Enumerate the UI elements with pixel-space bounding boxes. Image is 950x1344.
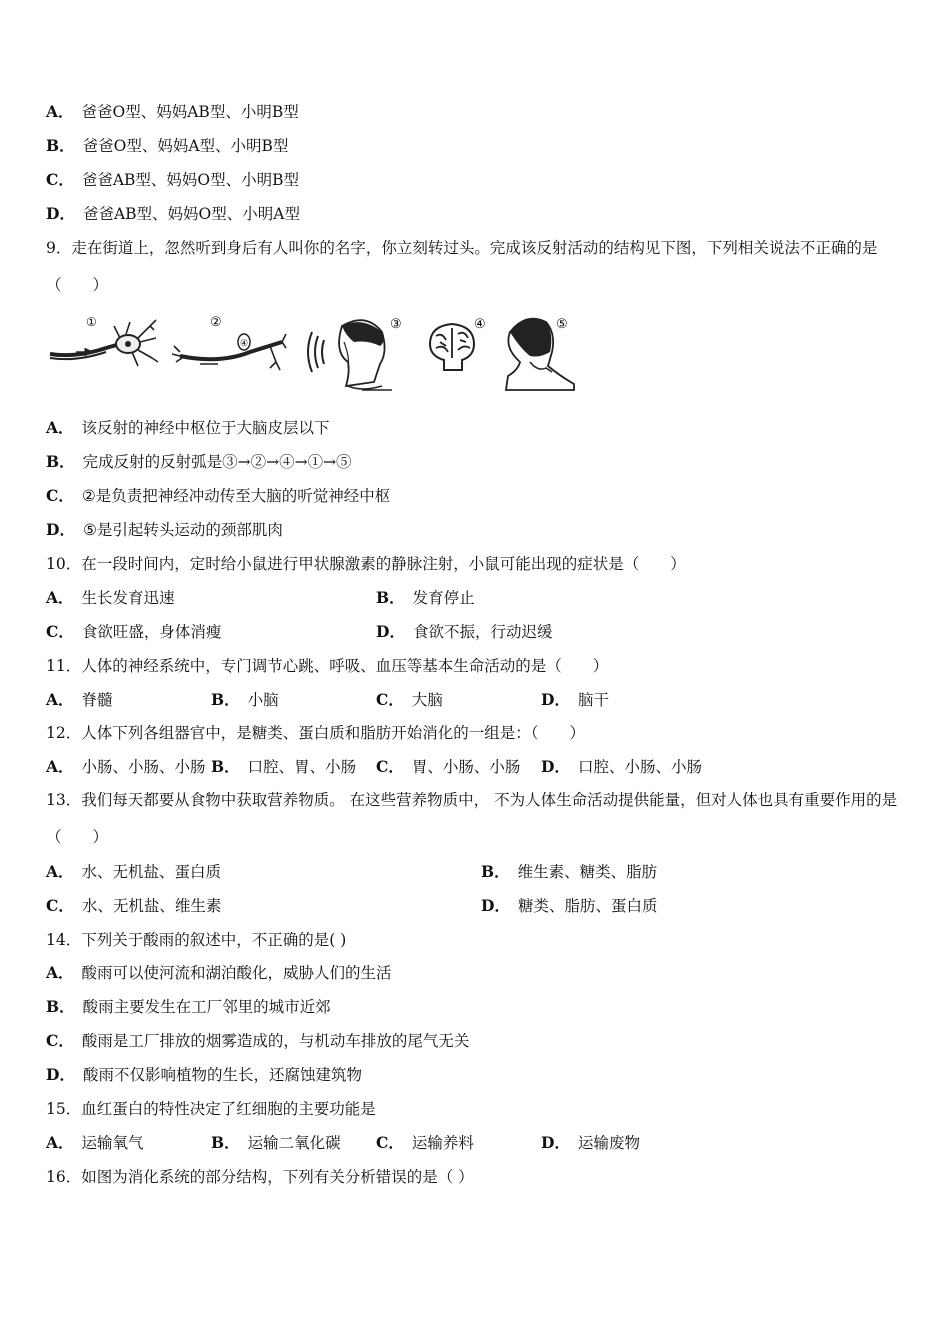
option-text: 脑干 bbox=[577, 691, 609, 709]
label-5: ⑤ bbox=[556, 317, 568, 332]
q14-option-a bbox=[46, 962, 392, 984]
option-text: 生长发育迅速 bbox=[81, 589, 175, 607]
q14-option-c bbox=[46, 1030, 469, 1052]
option-letter: D． bbox=[46, 520, 75, 539]
option-text: 食欲旺盛，身体消瘦 bbox=[81, 623, 222, 641]
label-4-inner: ④ bbox=[240, 339, 249, 349]
option-letter: A． bbox=[46, 862, 74, 881]
q10-option-d bbox=[376, 621, 552, 643]
q15-option-b bbox=[211, 1132, 341, 1154]
option-letter: A． bbox=[46, 757, 74, 776]
q8-option-b bbox=[46, 135, 288, 157]
option-text: 食欲不振，行动迟缓 bbox=[412, 623, 553, 641]
option-letter: D． bbox=[541, 757, 570, 776]
q9-stem: 9．走在街道上，忽然听到身后有人叫你的名字，你立刻转过头。完成该反射活动的结构见下图，下列相关说法不正确的是（ ） bbox=[46, 239, 878, 294]
option-text: 运输废物 bbox=[577, 1134, 640, 1152]
option-text: 运输氧气 bbox=[81, 1134, 144, 1152]
option-text: ②是负责把神经冲动传至大脑的听觉神经中枢 bbox=[81, 487, 391, 505]
option-letter: B． bbox=[46, 136, 75, 155]
q11-option-d bbox=[541, 689, 609, 711]
option-letter: A． bbox=[46, 1133, 74, 1152]
option-letter: B． bbox=[211, 690, 240, 709]
q9-option-b bbox=[46, 451, 352, 473]
q10-option-b bbox=[376, 587, 475, 609]
q15-option-a bbox=[46, 1132, 144, 1154]
option-letter: D． bbox=[46, 204, 75, 223]
option-text: 水、无机盐、维生素 bbox=[81, 897, 222, 915]
option-text: 发育停止 bbox=[412, 589, 475, 607]
option-text: 水、无机盐、蛋白质 bbox=[81, 863, 222, 881]
option-letter: A． bbox=[46, 102, 74, 121]
label-1: ① bbox=[86, 315, 97, 329]
option-text: 大脑 bbox=[411, 691, 443, 709]
label-2: ② bbox=[210, 315, 222, 330]
q15-option-c bbox=[376, 1132, 474, 1154]
q16-stem: 16．如图为消化系统的部分结构，下列有关分析错误的是（ ） bbox=[46, 1168, 474, 1186]
ear-hearing-illustration bbox=[302, 312, 410, 392]
q11-stem: 11．人体的神经系统中，专门调节心跳、呼吸、血压等基本生命活动的是（ ） bbox=[46, 657, 609, 675]
option-text: 酸雨主要发生在工厂邻里的城市近郊 bbox=[82, 998, 331, 1016]
q12-stem: 12．人体下列各组器官中，是糖类、蛋白质和脂肪开始消化的一组是：（ ） bbox=[46, 724, 585, 742]
option-letter: C． bbox=[46, 1031, 74, 1050]
neck-muscle-illustration bbox=[500, 312, 586, 392]
option-text: 爸爸O型、妈妈A型、小明B型 bbox=[82, 137, 289, 155]
q9-option-c bbox=[46, 485, 390, 507]
option-letter: C． bbox=[46, 896, 74, 915]
q9-option-a bbox=[46, 417, 330, 439]
option-text: ⑤是引起转头运动的颈部肌肉 bbox=[82, 521, 283, 539]
q9-option-d bbox=[46, 519, 283, 541]
option-text: 脊髓 bbox=[81, 691, 113, 709]
option-letter: B． bbox=[211, 1133, 240, 1152]
option-text: 维生素、糖类、脂肪 bbox=[517, 863, 658, 881]
q13-option-d bbox=[481, 895, 657, 917]
option-text: 爸爸AB型、妈妈O型、小明B型 bbox=[81, 171, 300, 189]
option-text: 运输养料 bbox=[411, 1134, 474, 1152]
option-letter: D． bbox=[46, 1065, 75, 1084]
option-text: 小脑 bbox=[247, 691, 279, 709]
option-letter: A． bbox=[46, 690, 74, 709]
label-4: ④ bbox=[474, 317, 486, 332]
label-3: ③ bbox=[390, 317, 402, 332]
option-letter: B． bbox=[376, 588, 405, 607]
q8-option-a bbox=[46, 101, 299, 123]
option-letter: D． bbox=[376, 622, 405, 641]
q8-option-c bbox=[46, 169, 299, 191]
sensory-neuron-illustration bbox=[46, 312, 161, 392]
q8-option-d bbox=[46, 203, 300, 225]
option-letter: C． bbox=[376, 690, 404, 709]
q10-option-a bbox=[46, 587, 175, 609]
option-text: 酸雨不仅影响植物的生长，还腐蚀建筑物 bbox=[82, 1066, 362, 1084]
option-text: 糖类、脂肪、蛋白质 bbox=[517, 897, 658, 915]
q10-option-c bbox=[46, 621, 221, 643]
option-letter: B． bbox=[211, 757, 240, 776]
option-text: 口腔、小肠、小肠 bbox=[577, 758, 702, 776]
option-text: 该反射的神经中枢位于大脑皮层以下 bbox=[81, 419, 330, 437]
option-letter: B． bbox=[481, 862, 510, 881]
option-letter: A． bbox=[46, 588, 74, 607]
brain-illustration bbox=[422, 312, 492, 392]
option-text: 口腔、胃、小肠 bbox=[247, 758, 357, 776]
q12-option-d bbox=[541, 756, 702, 778]
q13-option-a bbox=[46, 861, 221, 883]
q12-option-a bbox=[46, 756, 206, 778]
option-letter: D． bbox=[541, 1133, 570, 1152]
option-letter: C． bbox=[376, 1133, 404, 1152]
option-letter: A． bbox=[46, 418, 74, 437]
q11-option-a bbox=[46, 689, 113, 711]
option-letter: C． bbox=[46, 486, 74, 505]
q12-option-c bbox=[376, 756, 520, 778]
option-letter: A． bbox=[46, 963, 74, 982]
option-letter: C． bbox=[46, 622, 74, 641]
q14-option-b bbox=[46, 996, 331, 1018]
reflex-arc-figure bbox=[46, 312, 586, 392]
option-text: 爸爸O型、妈妈AB型、小明B型 bbox=[81, 103, 299, 121]
option-text: 胃、小肠、小肠 bbox=[411, 758, 521, 776]
option-letter: C． bbox=[46, 170, 74, 189]
option-letter: B． bbox=[46, 997, 75, 1016]
q15-stem: 15．血红蛋白的特性决定了红细胞的主要功能是 bbox=[46, 1100, 376, 1118]
q12-option-b bbox=[211, 756, 356, 778]
q15-option-d bbox=[541, 1132, 640, 1154]
option-letter: C． bbox=[376, 757, 404, 776]
q11-option-c bbox=[376, 689, 443, 711]
option-text: 运输二氧化碳 bbox=[247, 1134, 341, 1152]
option-text: 爸爸AB型、妈妈O型、小明A型 bbox=[82, 205, 300, 223]
q13-option-b bbox=[481, 861, 657, 883]
option-text: 酸雨可以使河流和湖泊酸化，威胁人们的生活 bbox=[81, 964, 392, 982]
q10-stem: 10．在一段时间内，定时给小鼠进行甲状腺激素的静脉注射，小鼠可能出现的症状是（ ） bbox=[46, 555, 686, 573]
q11-option-b bbox=[211, 689, 279, 711]
q14-stem: 14．下列关于酸雨的叙述中，不正确的是( ) bbox=[46, 931, 347, 949]
option-letter: D． bbox=[481, 896, 510, 915]
option-text: 完成反射的反射弧是③→②→④→①→⑤ bbox=[82, 453, 352, 471]
q14-option-d bbox=[46, 1064, 362, 1086]
option-text: 小肠、小肠、小肠 bbox=[81, 758, 206, 776]
q13-option-c bbox=[46, 895, 221, 917]
option-letter: B． bbox=[46, 452, 75, 471]
option-letter: D． bbox=[541, 690, 570, 709]
motor-neuron-illustration bbox=[170, 312, 288, 392]
q13-stem: 13．我们每天都要从食物中获取营养物质。 在这些营养物质中， 不为人体生命活动提供能量，但对人体也具有重要作用的是（ ） bbox=[46, 791, 898, 846]
option-text: 酸雨是工厂排放的烟雾造成的，与机动车排放的尾气无关 bbox=[81, 1032, 470, 1050]
